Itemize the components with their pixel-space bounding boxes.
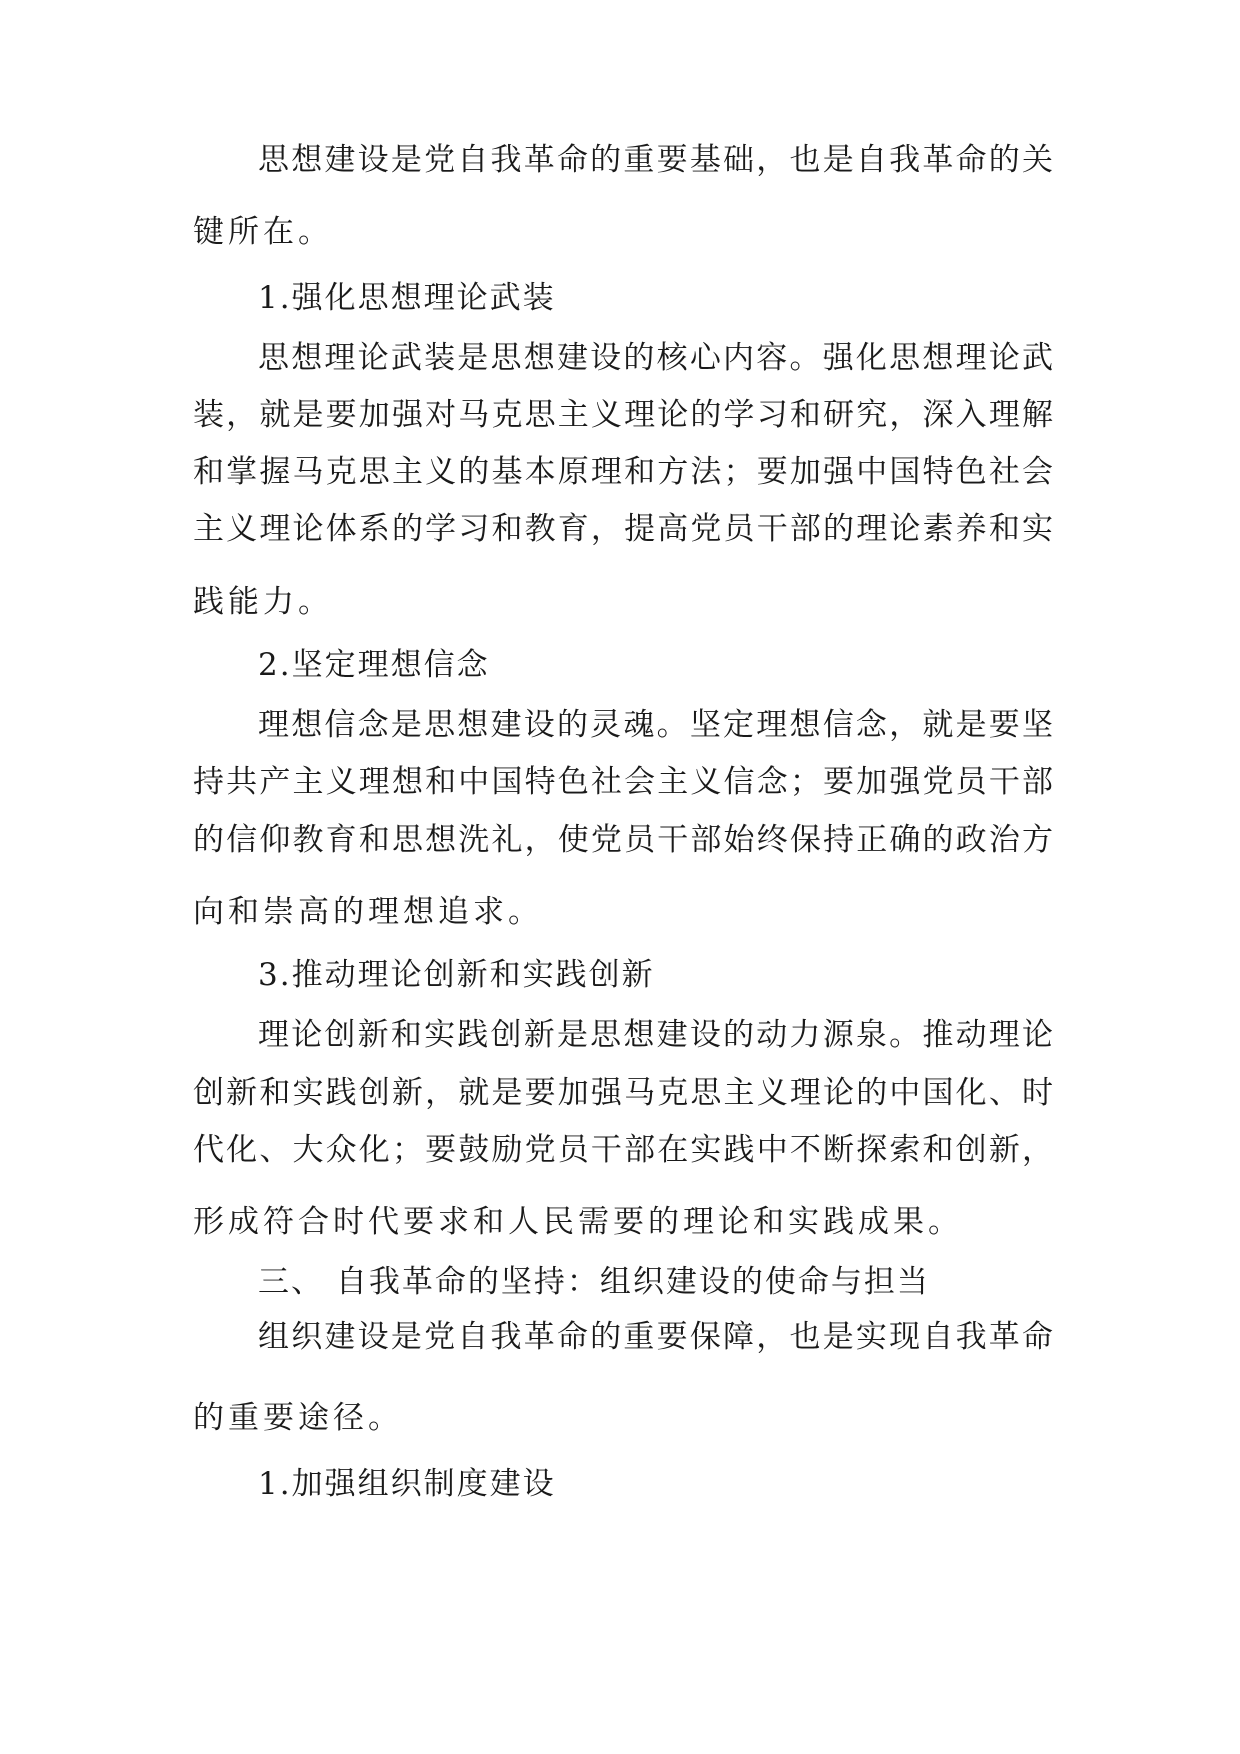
paragraph-line: 代化、大众化；要鼓励党员干部在实践中不断探索和创新， — [193, 1132, 1053, 1168]
paragraph-line: 形成符合时代要求和人民需要的理论和实践成果。 — [193, 1204, 963, 1240]
paragraph-line: 思想理论武装是思想建设的核心内容。强化思想理论武 — [258, 340, 1053, 376]
paragraph-line: 践能力。 — [193, 584, 333, 620]
paragraph-line: 思想建设是党自我革命的重要基础，也是自我革命的关 — [258, 142, 1053, 178]
chapter-heading: 三、 自我革命的坚持：组织建设的使命与担当 — [258, 1264, 930, 1300]
paragraph-line: 理论创新和实践创新是思想建设的动力源泉。推动理论 — [258, 1017, 1053, 1053]
paragraph-line: 的信仰教育和思想洗礼，使党员干部始终保持正确的政治方 — [193, 822, 1053, 858]
paragraph-line: 和掌握马克思主义的基本原理和方法；要加强中国特色社会 — [193, 454, 1053, 490]
section-heading: 3.推动理论创新和实践创新 — [258, 957, 655, 993]
section-heading: 1.强化思想理论武装 — [258, 280, 556, 316]
paragraph-line: 组织建设是党自我革命的重要保障，也是实现自我革命 — [258, 1319, 1053, 1355]
paragraph-line: 主义理论体系的学习和教育，提高党员干部的理论素养和实 — [193, 511, 1053, 547]
paragraph-line: 创新和实践创新，就是要加强马克思主义理论的中国化、时 — [193, 1075, 1053, 1111]
paragraph-line: 理想信念是思想建设的灵魂。坚定理想信念，就是要坚 — [258, 707, 1053, 743]
section-heading: 2.坚定理想信念 — [258, 647, 490, 683]
paragraph-line: 的重要途径。 — [193, 1400, 403, 1436]
paragraph-line: 装，就是要加强对马克思主义理论的学习和研究，深入理解 — [193, 397, 1053, 433]
paragraph-line: 持共产主义理想和中国特色社会主义信念；要加强党员干部 — [193, 764, 1053, 800]
paragraph-line: 键所在。 — [193, 214, 333, 250]
paragraph-line: 向和崇高的理想追求。 — [193, 894, 543, 930]
section-heading: 1.加强组织制度建设 — [258, 1466, 556, 1502]
